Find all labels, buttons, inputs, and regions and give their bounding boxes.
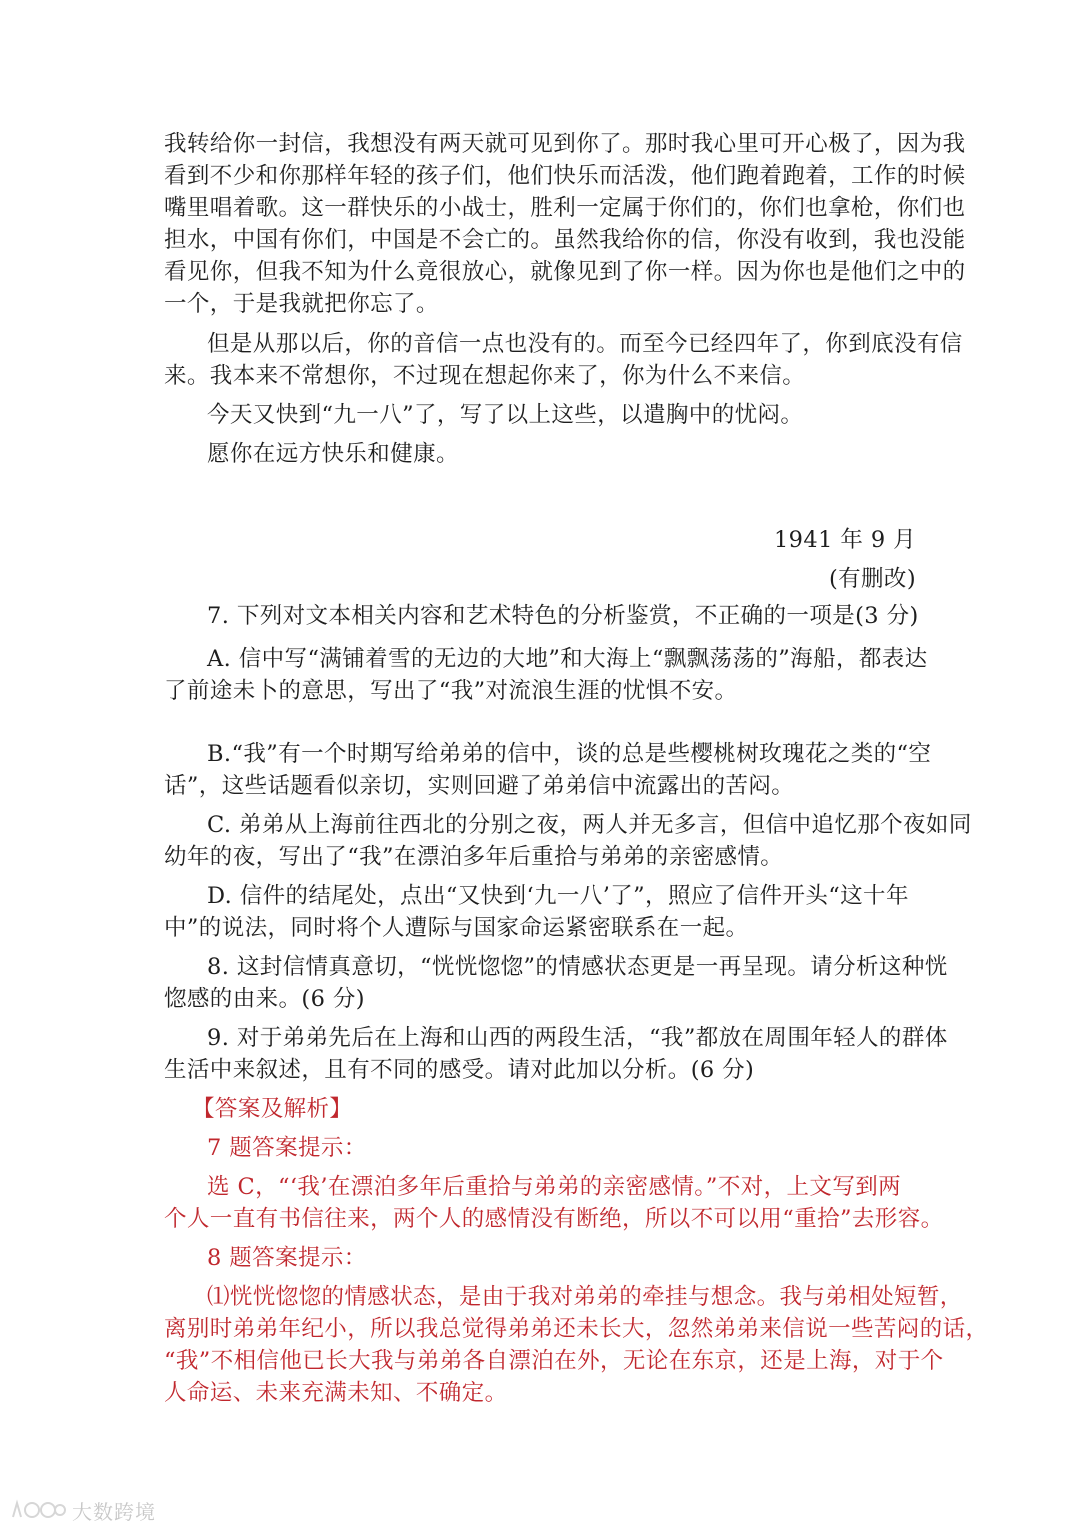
answers-heading: 【答案及解析】	[192, 1096, 353, 1122]
watermark	[10, 1497, 156, 1523]
letter-p1-line-3: 嘴里唱着歌。这一群快乐的小战士，胜利一定属于你们的，你们也拿枪，你们也	[164, 195, 966, 221]
option-d-line-2: 中”的说法，同时将个人遭际与国家命运紧密联系在一起。	[164, 915, 749, 941]
letter-p1-line-2: 看到不少和你那样年轻的孩子们，他们快乐而活泼，他们跑着跑着，工作的时候	[164, 163, 966, 189]
option-c-line-2: 幼年的夜，写出了“我”在漂泊多年后重拾与弟弟的亲密感情。	[164, 844, 784, 870]
watermark-text: 大数跨境	[72, 1499, 156, 1524]
letter-date: 1941 年 9 月	[773, 527, 916, 553]
option-b-line-2: 话”，这些话题看似亲切，实则回避了弟弟信中流露出的苦闷。	[164, 773, 795, 799]
answer-8-line-4: 人命运、未来充满未知、不确定。	[164, 1380, 508, 1406]
answer-7-line-2: 个人一直有书信往来，两个人的感情没有断绝，所以不可以用“重拾”去形容。	[164, 1206, 944, 1232]
answer-8-line-2: 离别时弟弟年纪小，所以我总觉得弟弟还未长大，忽然弟弟来信说一些苦闷的话，	[164, 1316, 989, 1342]
question-8-line-1: 8. 这封信情真意切，“恍恍惚惚”的情感状态更是一再呈现。请分析这种恍	[207, 954, 948, 980]
watermark-logo-icon	[10, 1499, 68, 1521]
question-9-line-2: 生活中来叙述，且有不同的感受。请对此加以分析。(6 分)	[164, 1057, 755, 1083]
letter-p1-line-4: 担水，中国有你们，中国是不会亡的。虽然我给你的信，你没有收到，我也没能	[164, 227, 966, 253]
answer-7-title: 7 题答案提示：	[207, 1135, 367, 1161]
letter-p1-line-1: 我转给你一封信，我想没有两天就可见到你了。那时我心里可开心极了，因为我	[164, 131, 966, 157]
letter-p1-line-6: 一个，于是我就把你忘了。	[164, 291, 439, 317]
option-d-line-1: D. 信件的结尾处，点出“又快到‘九一八’了”，照应了信件开头“这十年	[207, 883, 909, 909]
option-b-line-1: B.“我”有一个时期写给弟弟的信中，谈的总是些樱桃树玫瑰花之类的“空	[207, 741, 932, 767]
option-a-line-1: A. 信中写“满铺着雪的无边的大地”和大海上“飘飘荡荡的”海船，都表达	[207, 646, 928, 672]
letter-p1-line-5: 看见你，但我不知为什么竟很放心，就像见到了你一样。因为你也是他们之中的	[164, 259, 966, 285]
revision-note: (有删改)	[828, 566, 916, 592]
letter-p2-line-2: 来。我本来不常想你，不过现在想起你来了，你为什么不来信。	[164, 363, 806, 389]
letter-p3: 今天又快到“九一八”了，写了以上这些，以遣胸中的忧闷。	[207, 402, 804, 428]
answer-8-title: 8 题答案提示：	[207, 1245, 367, 1271]
letter-p4: 愿你在远方快乐和健康。	[207, 441, 459, 467]
letter-p2-line-1: 但是从那以后，你的音信一点也没有的。而至今已经四年了，你到底没有信	[207, 331, 963, 357]
question-8-line-2: 惚感的由来。(6 分)	[164, 986, 365, 1012]
question-9-line-1: 9. 对于弟弟先后在上海和山西的两段生活，“我”都放在周围年轻人的群体	[207, 1025, 948, 1051]
answer-8-line-1: ⑴恍恍惚惚的情感状态，是由于我对弟弟的牵挂与想念。我与弟相处短暂，	[207, 1284, 963, 1310]
option-c-line-1: C. 弟弟从上海前往西北的分别之夜，两人并无多言，但信中追忆那个夜如同	[207, 812, 972, 838]
answer-7-line-1: 选 C，“‘我’在漂泊多年后重拾与弟弟的亲密感情。”不对，上文写到两	[207, 1174, 902, 1200]
answer-8-line-3: “我”不相信他已长大我与弟弟各自漂泊在外，无论在东京，还是上海，对于个	[164, 1348, 944, 1374]
option-a-line-2: 了前途未卜的意思，写出了“我”对流浪生涯的忧惧不安。	[164, 678, 738, 704]
question-7: 7. 下列对文本相关内容和艺术特色的分析鉴赏，不正确的一项是(3 分)	[207, 603, 919, 629]
